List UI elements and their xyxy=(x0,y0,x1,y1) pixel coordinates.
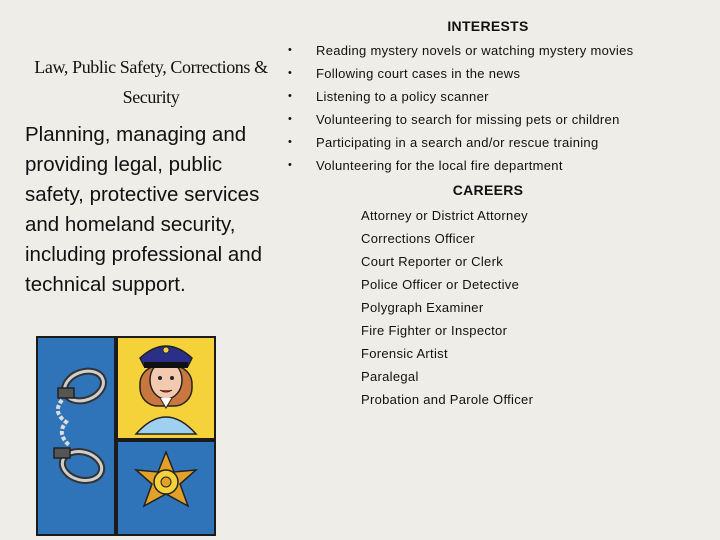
bullet: • xyxy=(288,113,293,125)
list-item: • Volunteering for the local fire department xyxy=(288,154,633,177)
list-item: Paralegal xyxy=(361,369,419,384)
list-item: • Reading mystery novels or watching mystery movies xyxy=(288,39,633,62)
list-item: Probation and Parole Officer xyxy=(361,392,534,407)
list-item: • Following court cases in the news xyxy=(288,62,633,85)
bullet: • xyxy=(288,44,293,56)
bullet: • xyxy=(288,136,293,148)
list-item: • Volunteering to search for missing pets or children xyxy=(288,108,633,131)
bullet: • xyxy=(288,67,293,79)
list-item: Police Officer or Detective xyxy=(361,277,520,292)
list-item: • Participating in a search and/or rescue training xyxy=(288,131,633,154)
interests-heading: INTERESTS xyxy=(447,18,529,34)
interests-list xyxy=(288,39,633,177)
bullet: • xyxy=(288,159,293,171)
cluster-title-line2: Security xyxy=(122,87,180,107)
careers-heading: CAREERS xyxy=(452,182,524,198)
cluster-description: Planning, managing and providing legal, public safety, protective services and homeland security, including professional and technical support. xyxy=(25,123,263,296)
list-item: • Listening to a policy scanner xyxy=(288,85,633,108)
list-item: Corrections Officer xyxy=(361,231,475,246)
careers-list xyxy=(361,204,533,411)
law-enforcement-clipart xyxy=(36,336,216,536)
list-item: Court Reporter or Clerk xyxy=(361,254,503,269)
bullet: • xyxy=(288,90,293,102)
list-item: Attorney or District Attorney xyxy=(361,208,528,223)
list-item: Fire Fighter or Inspector xyxy=(361,323,508,338)
list-item: Forensic Artist xyxy=(361,346,448,361)
cluster-title-line1: Law, Public Safety, Corrections & xyxy=(34,57,268,77)
list-item: Polygraph Examiner xyxy=(361,300,484,315)
cluster-title xyxy=(10,52,292,112)
